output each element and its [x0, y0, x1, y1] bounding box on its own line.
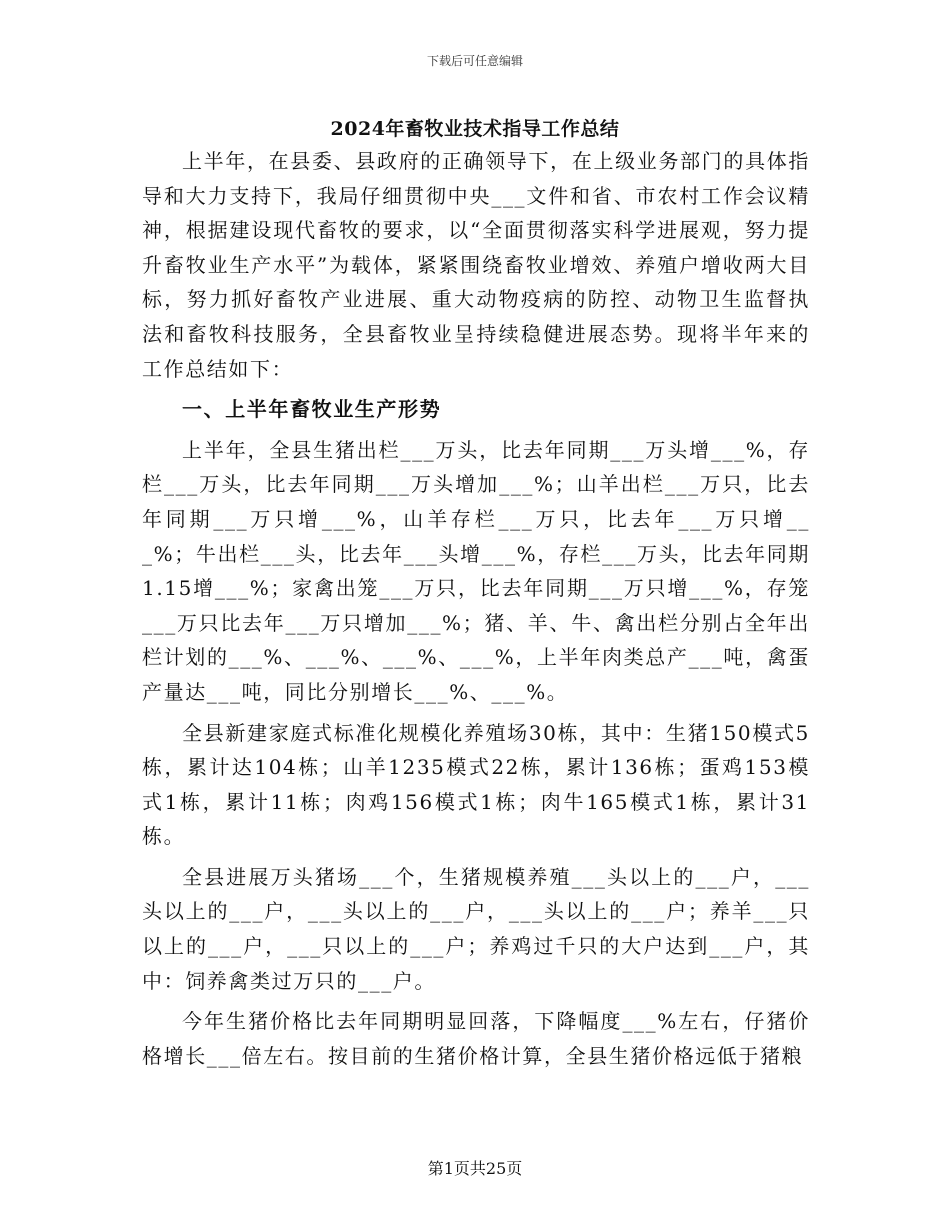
paragraph-intro: 上半年，在县委、县政府的正确领导下，在上级业务部门的具体指导和大力支持下，我局仔细贯彻中央___文件和省、市农村工作会议精神，根据建设现代畜牧的要求，以“全面贯彻落实科学进展观，努力提升畜牧业生产水平”为载体，紧紧围绕畜牧业增效、养殖户增收两大目标，努力抓好畜牧产业进展、重大动物疫病的防控、动物卫生监督执法和畜牧科技服务，全县畜牧业呈持续稳健进展态势。现将半年来的工作总结如下：: [142, 149, 810, 381]
page-footer: 第1页共25页: [427, 1159, 523, 1178]
paragraph-pig-prices: 今年生猪价格比去年同期明显回落，下降幅度___%左右，仔猪价格增长___倍左右。按目前的生猪价格计算，全县生猪价格远低于猪粮: [142, 1009, 810, 1068]
paragraph-scale-farming: 全县进展万头猪场___个，生猪规模养殖___头以上的___户，___头以上的___户，___头以上的___户，___头以上的___户；养羊___只以上的___户，___只以上的___户；养鸡过千只的大户达到___户，其中：饲养禽类过万只的___户。: [142, 864, 810, 993]
document-title: 2024年畜牧业技术指导工作总结: [330, 118, 620, 140]
paragraph-production-stats: 上半年，全县生猪出栏___万头，比去年同期___万头增___%，存栏___万头，比去年同期___万头增加___%；山羊出栏___万只，比去年同期___万只增___%，山羊存栏___万只，比去年___万只增___%；牛出栏___头，比去年___头增___%，存栏___万头，比去年同期1.15增___%；家禽出笼___万只，比去年同期___万只增___%，存笼___万只比去年___万只增加___%；猪、羊、牛、禽出栏分别占全年出栏计划的___%、___%、___%、___%，上半年肉类总产___吨，禽蛋产量达___吨，同比分别增长___%、___%。: [142, 437, 810, 704]
section-heading: 一、上半年畜牧业生产形势: [182, 397, 442, 422]
document-body: [142, 144, 810, 1079]
paragraph-new-farms: 全县新建家庭式标准化规模化养殖场30栋，其中：生猪150模式5栋，累计达104栋；山羊1235模式22栋，累计136栋；蛋鸡153模式1栋，累计11栋；肉鸡156模式1栋；肉牛165模式1栋，累计31栋。: [142, 720, 810, 849]
header-note: 下载后可任意编辑: [426, 54, 523, 68]
